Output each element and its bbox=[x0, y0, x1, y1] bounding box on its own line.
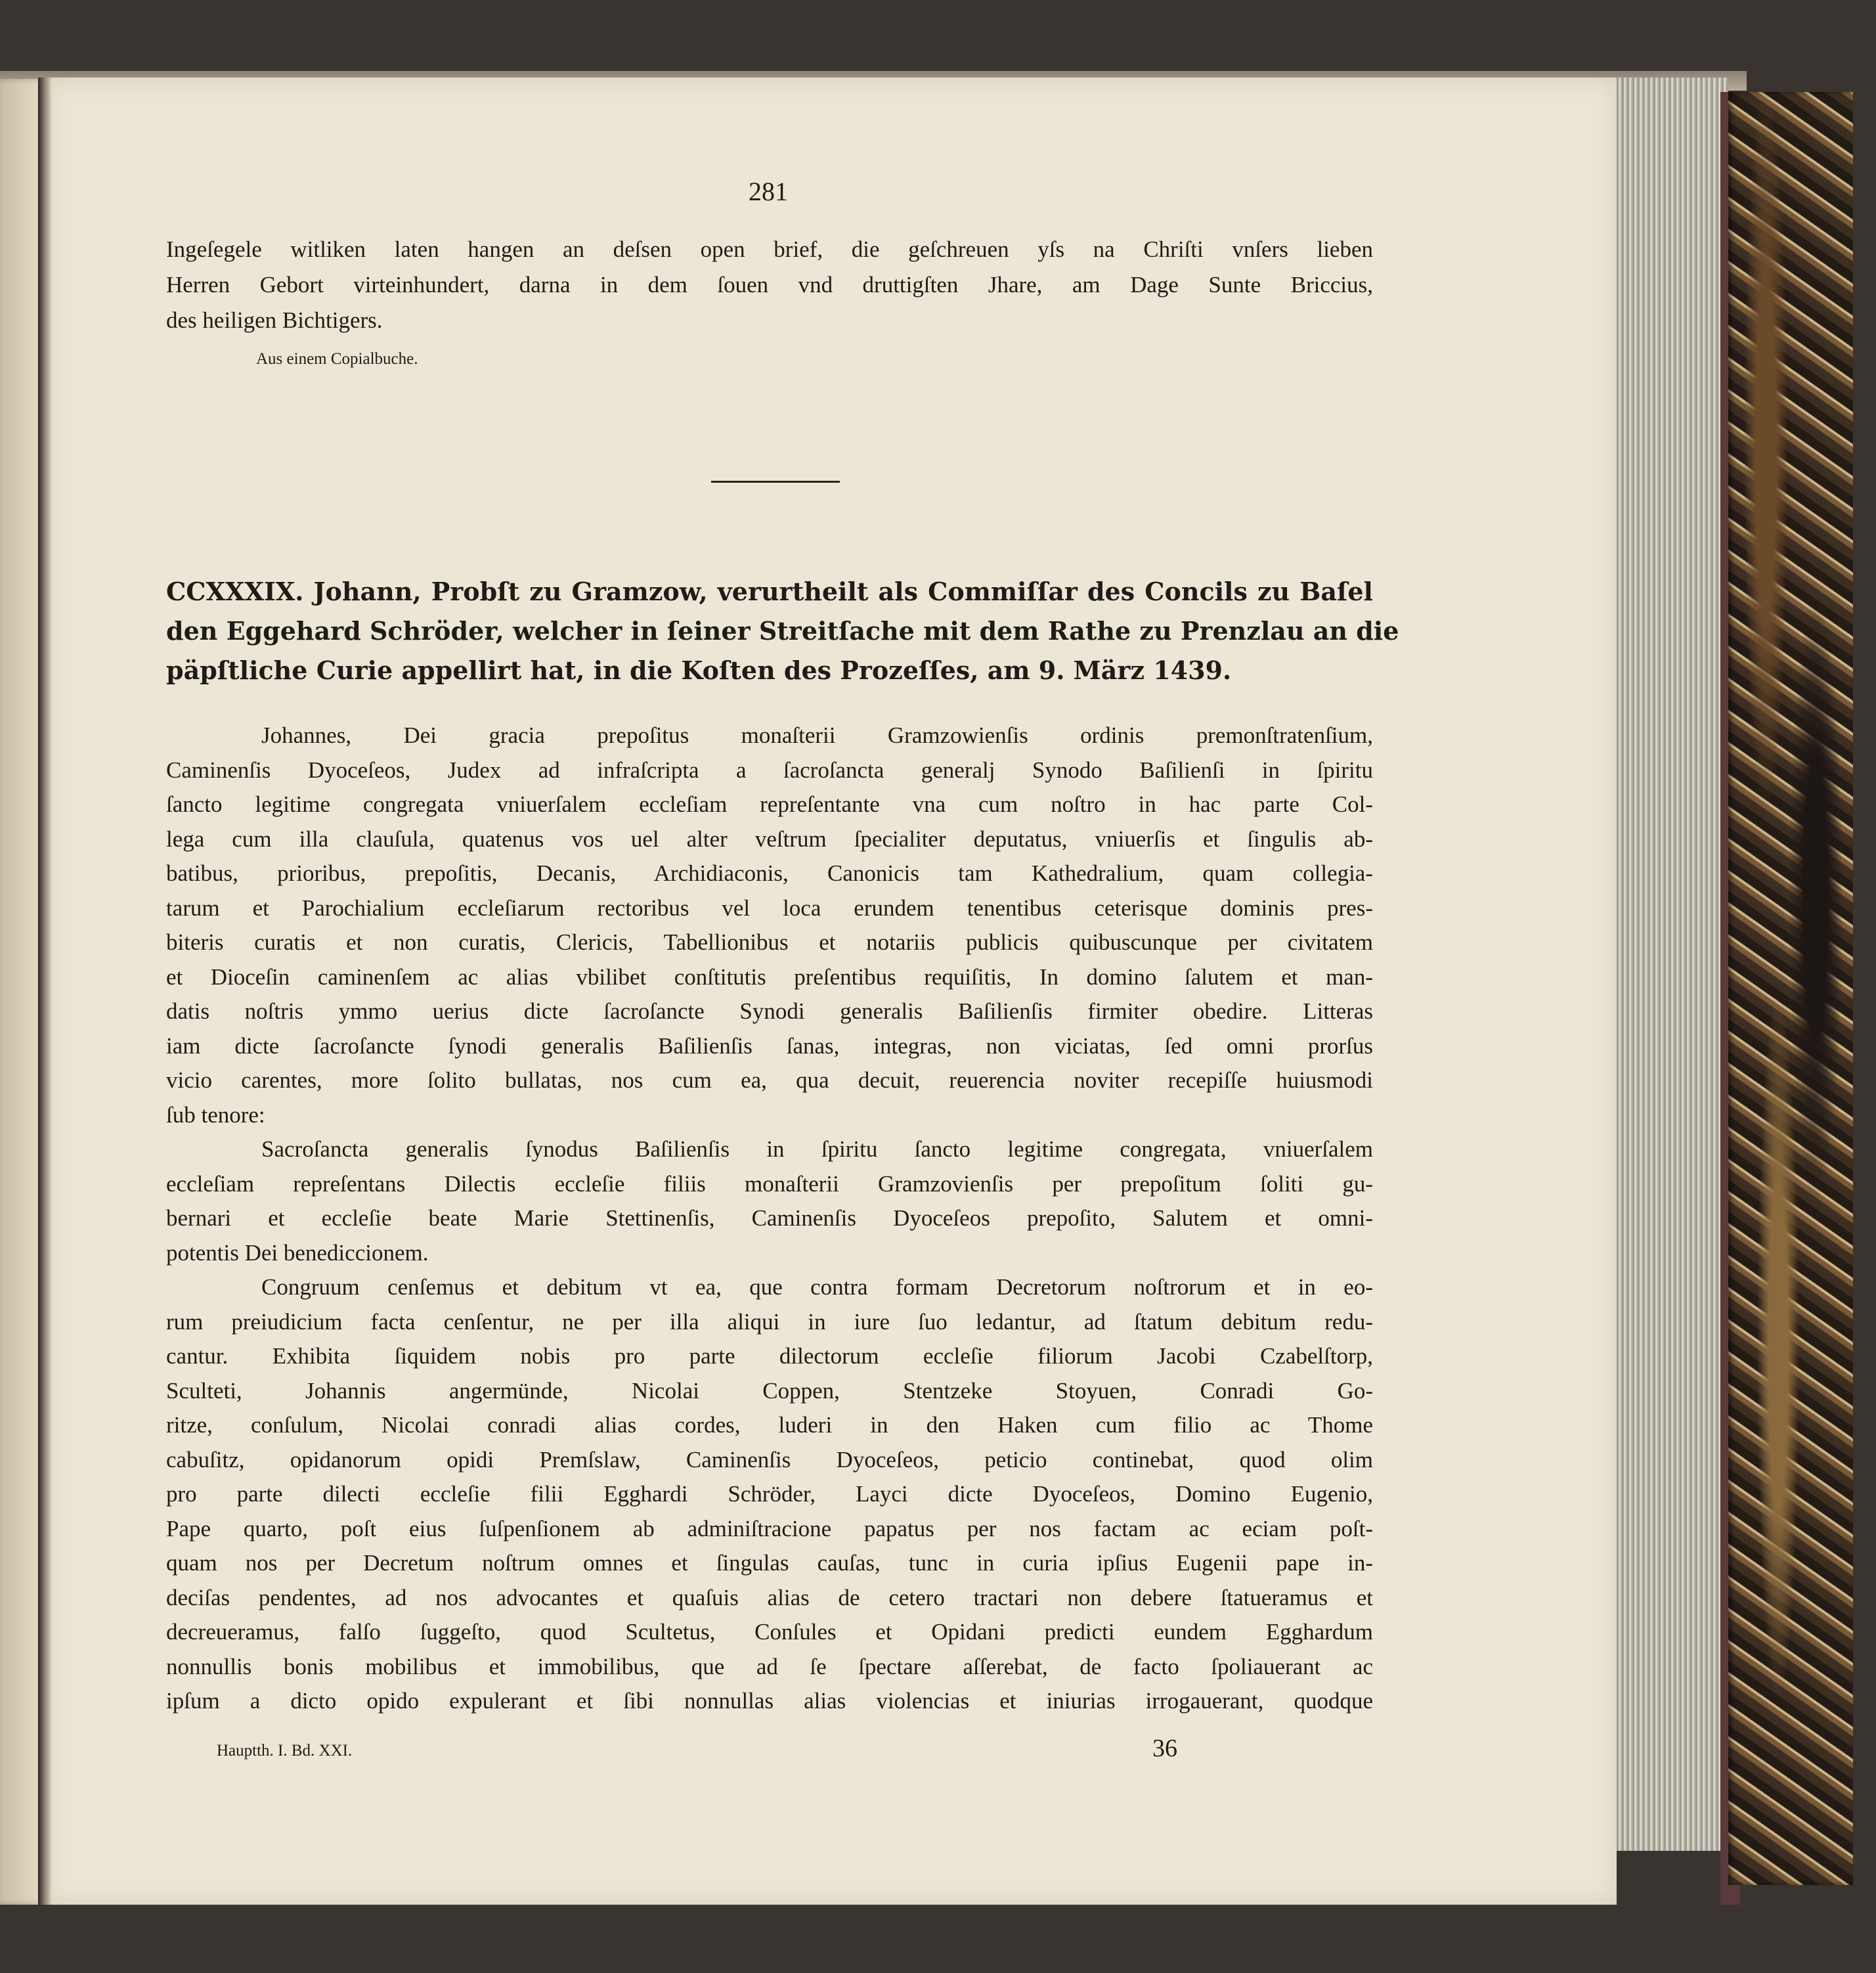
body-line: et Dioceſin caminenſem ac alias vbilibet conſtitutis preſentibus requiſitis, In domino ſalutem et man- bbox=[166, 964, 1373, 990]
body-line: deciſas pendentes, ad nos advocantes et quaſuis alias de cetero tractari non debere ſtatueramus et bbox=[166, 1585, 1373, 1610]
marbled-endpaper bbox=[1728, 92, 1853, 1885]
body-line: lega cum illa clauſula, quatenus vos uel alter veſtrum ſpecialiter deputatus, vniuerſis et ſingulis ab- bbox=[166, 826, 1373, 852]
body-line: tarum et Parochialium eccleſiarum rectoribus vel loca erundem tenentibus ceterisque dominis pres- bbox=[166, 895, 1373, 921]
body-line: Pape quarto, poſt eius ſuſpenſionem ab adminiſtracione papatus per nos factam ac eciam poſt- bbox=[166, 1516, 1373, 1541]
body-line: Sculteti, Johannis angermünde, Nicolai Coppen, Stentzeke Stoyuen, Conradi Go- bbox=[166, 1378, 1373, 1404]
body-line: nonnullis bonis mobilibus et immobilibus, que ad ſe ſpectare aſſerebat, de facto ſpoliauerant ac bbox=[166, 1654, 1373, 1679]
body-line: rum preiudicium facta cenſentur, ne per illa aliqui in iure ſuo ledantur, ad ſtatum debitum redu- bbox=[166, 1309, 1373, 1335]
book-gutter bbox=[38, 78, 51, 1905]
document-heading-line: CCXXXIX. Johann, Probſt zu Gramzow, verurtheilt als Commiſſar des Concils zu Baſel bbox=[166, 577, 1373, 606]
section-divider bbox=[711, 481, 840, 483]
body-line: ſancto legitime congregata vniuerſalem eccleſiam repreſentante vna cum noſtro in hac parte Col- bbox=[166, 791, 1373, 817]
body-line: Sacroſancta generalis ſynodus Baſilienſis in ſpiritu ſancto legitime congregata, vniuerſalem bbox=[261, 1136, 1373, 1162]
document-heading-line: den Eggehard Schröder, welcher in ſeiner Streitſache mit dem Rathe zu Prenzlau an die bbox=[166, 616, 1399, 646]
body-line: potentis Dei benediccionem. bbox=[166, 1240, 429, 1266]
body-line: quam nos per Decretum noſtrum omnes et ſingulas cauſas, tunc in curia ipſius Eugenii pape in- bbox=[166, 1550, 1373, 1576]
document-heading-line: päpſtliche Curie appellirt hat, in die Koſten des Prozeſſes, am 9. März 1439. bbox=[166, 655, 1232, 685]
footer-signature: Hauptth. I. Bd. XXI. bbox=[217, 1742, 353, 1760]
body-line: datis noſtris ymmo uerius dicte ſacroſancte Synodi generalis Baſilienſis firmiter obedire. Litteras bbox=[166, 998, 1373, 1024]
body-line: cabuſitz, opidanorum opidi Premſslaw, Caminenſis Dyoceſeos, peticio continebat, quod olim bbox=[166, 1447, 1373, 1473]
page-block-edges bbox=[1617, 78, 1728, 1851]
body-line: iam dicte ſacroſancte ſynodi generalis Baſilienſis ſanas, integras, non viciatas, ſed omni prorſus bbox=[166, 1033, 1373, 1059]
body-line: eccleſiam repreſentans Dilectis eccleſie filiis monaſterii Gramzovienſis per prepoſitum ſoliti gu- bbox=[166, 1171, 1373, 1197]
body-line: decreueramus, falſo ſuggeſto, quod Scultetus, Conſules et Opidani predicti eundem Egghardum bbox=[166, 1619, 1373, 1645]
body-line: pro parte dilecti eccleſie filii Egghardi Schröder, Layci dicte Dyoceſeos, Domino Eugenio, bbox=[166, 1481, 1373, 1507]
body-line: ipſum a dicto opido expulerant et ſibi nonnullas alias violencias et iniurias irrogauerant, quodque bbox=[166, 1688, 1373, 1714]
body-line: Caminenſis Dyoceſeos, Judex ad infraſcripta a ſacroſancta generalj Synodo Baſilienſi in ſpiritu bbox=[166, 757, 1373, 783]
source-note: Aus einem Copialbuche. bbox=[256, 350, 418, 368]
body-line: vicio carentes, more ſolito bullatas, nos cum ea, qua decuit, reuerencia noviter recepiſſe huiusmodi bbox=[166, 1067, 1373, 1093]
intro-line: des heiligen Bichtigers. bbox=[166, 307, 383, 333]
body-line: Congruum cenſemus et debitum vt ea, que contra formam Decretorum noſtrorum et in eo- bbox=[261, 1274, 1373, 1300]
body-line: ritze, conſulum, Nicolai conradi alias cordes, luderi in den Haken cum filio ac Thome bbox=[166, 1412, 1373, 1438]
body-line: biteris curatis et non curatis, Clericis, Tabellionibus et notariis publicis quibuscunque per civitatem bbox=[166, 929, 1373, 955]
body-line: bernari et eccleſie beate Marie Stettinenſis, Caminenſis Dyoceſeos prepoſito, Salutem et omni- bbox=[166, 1205, 1373, 1231]
body-line: ſub tenore: bbox=[166, 1102, 265, 1128]
page-number: 281 bbox=[749, 177, 788, 206]
body-line: Johannes, Dei gracia prepoſitus monaſterii Gramzowienſis ordinis premonſtratenſium, bbox=[261, 722, 1373, 748]
sheet-number: 36 bbox=[1152, 1735, 1177, 1762]
intro-line: Ingeſegele witliken laten hangen an deſsen open brief, die geſchreuen yſs na Chriſti vnſers lieben bbox=[166, 236, 1373, 262]
body-line: batibus, prioribus, prepoſitis, Decanis, Archidiaconis, Canonicis tam Kathedralium, quam collegia- bbox=[166, 860, 1373, 886]
intro-line: Herren Gebort virteinhundert, darna in dem ſouen vnd druttigſten Jhare, am Dage Sunte Briccius, bbox=[166, 272, 1373, 298]
body-line: cantur. Exhibita ſiquidem nobis pro parte dilectorum eccleſie filiorum Jacobi Czabelſtorp, bbox=[166, 1343, 1373, 1369]
